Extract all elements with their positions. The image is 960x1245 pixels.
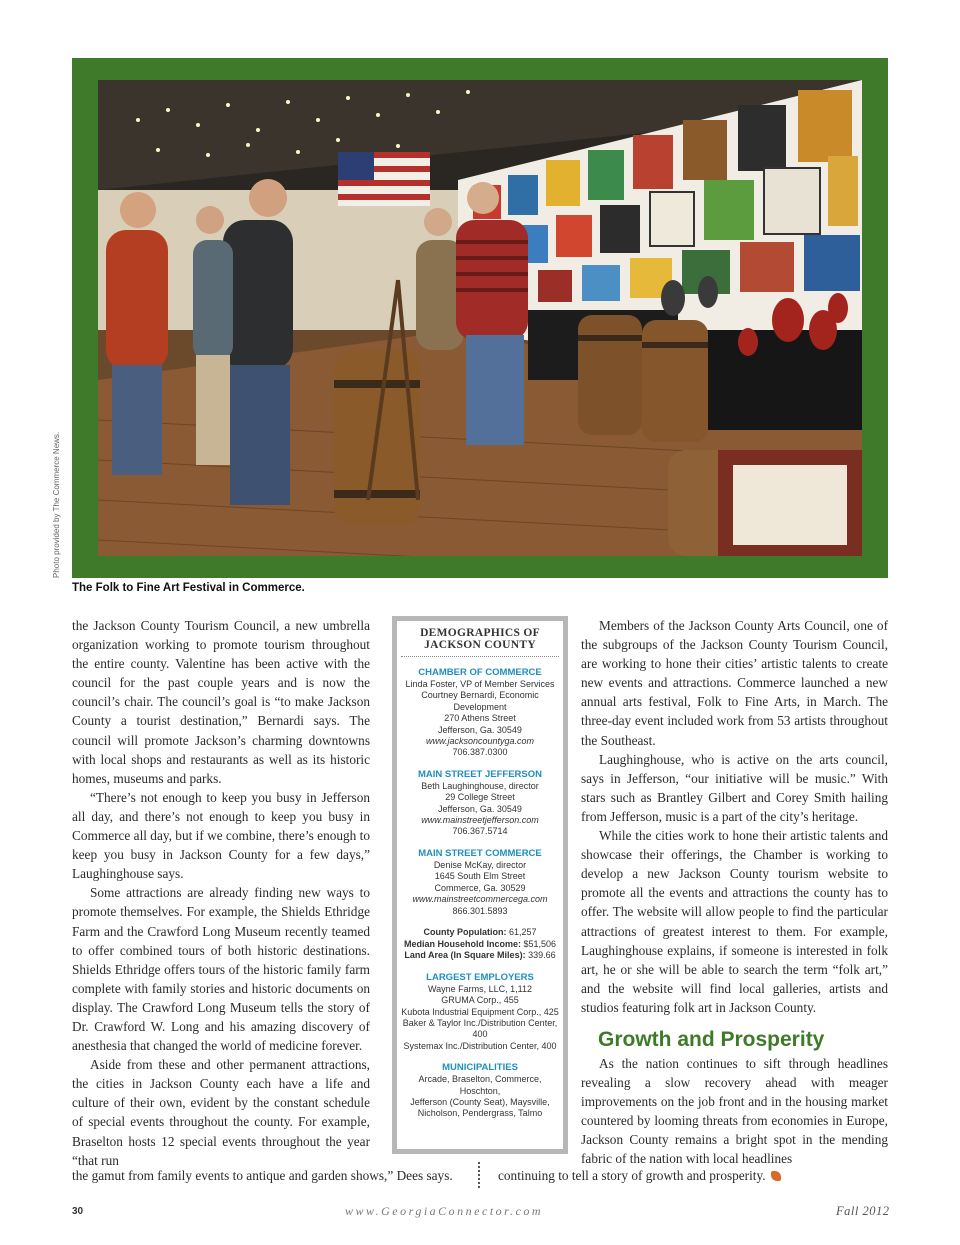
issue-label: Fall 2012 (836, 1204, 890, 1218)
largest-employers-section: LARGEST EMPLOYERS Wayne Farms, LLC, 1,112 GRUMA Corp., 455 Kubota Industrial Equipment Corp., 425 Baker & Taylor Inc./Distribution Center, 400 Systemax Inc./Distribution Center, 400 (401, 971, 559, 1051)
paragraph: While the cities work to hone their artistic talents and showcase their offerings, the Chamber is working to develop a new Jackson County tourism website to promote all the events and attractions the county has to offer. The website will allow people to find the particular attractions of greatest interest to them. For example, Laughinghouse explains, if someone is interested in folk art, he or she will be able to search the term “folk art,” and the website will find local galleries, artists and studios featuring folk art in Jackson County. (581, 828, 888, 1015)
left-column (72, 616, 370, 1170)
section-heading: CHAMBER OF COMMERCE (418, 667, 542, 678)
website-link[interactable]: www.mainstreetjefferson.com (421, 815, 539, 826)
page-number: 30 (72, 1206, 84, 1217)
growth-column (581, 1054, 888, 1169)
column-divider (478, 1162, 482, 1188)
photo-caption: The Folk to Fine Art Festival in Commerce. (72, 582, 305, 594)
municipalities-section: MUNICIPALITIES Arcade, Braselton, Commerce, Hoschton, Jefferson (County Seat), Maysville, Nicholson, Pendergrass, Talmo (401, 1062, 559, 1120)
section-heading: MAIN STREET COMMERCE (418, 847, 542, 859)
county-stats-section (401, 927, 559, 962)
paragraph: Some attractions are already finding new ways to promote themselves. For example, the Shields Ethridge Farm and the Crawford Long Museum recently teamed to offer combined tours of both historic destinations. Shields Ethridge offers tours of the historic family farm complete with family stories and historic documents on display. The Crawford Long Museum tells the story of Dr. Crawford W. Long and his amazing discovery of anesthesia that changed the world of medicine forever. (72, 885, 370, 1054)
paragraph: Laughinghouse, who is active on the arts council, says in Jefferson, “our initiative will be music.” With stars such as Brantley Gilbert and Corey Smith hailing from Jefferson, music is a part of the city’s heritage. (581, 751, 888, 824)
chamber-of-commerce-section: CHAMBER OF COMMERCE Linda Foster, VP of Member Services Courtney Bernardi, Economic Development 270 Athens Street Jefferson, Ga. 30549 www.jacksoncountyga.com 706.387.0300 (401, 667, 559, 759)
website-link[interactable]: www.mainstreetcommercega.com (412, 894, 548, 905)
income-stat: Median Household Income: $51,506 (403, 938, 557, 949)
demographics-sidebar (392, 616, 568, 1154)
festival-photo (98, 80, 862, 556)
phone-number: 706.387.0300 (452, 747, 508, 758)
population-stat: County Population: 61,257 (423, 926, 537, 937)
footer-url[interactable]: www.GeorgiaConnector.com (345, 1204, 543, 1218)
photo-credit: Photo provided by The Commerce News. (52, 431, 61, 578)
section-heading: MUNICIPALITIES (442, 1062, 518, 1074)
phone-number: 706.367.5714 (452, 826, 508, 837)
section-heading: MAIN STREET JEFFERSON (417, 768, 543, 780)
continuation-line-left: the gamut from family events to antique and garden shows,” Dees says. (72, 1168, 453, 1183)
paragraph: the Jackson County Tourism Council, a new umbrella organization working to promote tourism throughout the entire county. Valentine has been active with the council for the past couple years and is now the council’s chair. The council’s goal is “to make Jackson County a tourist destination,” Bernardi says. The council will promote Jackson’s charming downtowns with local shops and restaurants as well as its historic homes, museums and parks. (72, 618, 370, 786)
paragraph: Aside from these and other permanent attractions, the cities in Jackson County each have a life and culture of their own, evident by the constant schedule of special events throughout the county. For example, Braselton hosts 12 special events throughout the year “that run (72, 1057, 370, 1168)
section-heading-growth: Growth and Prosperity (598, 1028, 825, 1051)
end-mark-icon (771, 1171, 781, 1181)
paragraph: As the nation continues to sift through headlines revealing a slow recovery ahead with meager improvements on the job front and in the housing market countered by looming threats from economies in Europe, Jackson County remains a bright spot in the mending fabric of the nation with local headlines (581, 1056, 888, 1167)
paragraph: “There’s not enough to keep you busy in Jefferson all day, and there’s not enough to keep you busy in Commerce all day, but if we combine, there’s enough to keep you busy in Jackson County for a few days,” Laughinghouse says. (72, 789, 370, 882)
phone-number: 866.301.5893 (452, 905, 508, 916)
sidebar-title: DEMOGRAPHICS OF JACKSON COUNTY (401, 627, 559, 657)
right-column (581, 616, 888, 1017)
section-heading: LARGEST EMPLOYERS (426, 971, 534, 983)
paragraph: Members of the Jackson County Arts Council, one of the subgroups of the Jackson County Tourism Council, are working to hone their cities’ artistic talents to create new events and attractions. Commerce launched a new annual arts festival, Folk to Fine Arts, in March. The three-day event included work from 53 artists throughout the Southeast. (581, 618, 888, 748)
main-street-jefferson-section: MAIN STREET JEFFERSON Beth Laughinghouse, director 29 College Street Jefferson, Ga. 30549 www.mainstreetjefferson.com 706.367.5714 (401, 769, 559, 838)
photo-frame (72, 58, 888, 578)
website-link[interactable]: www.jacksoncountyga.com (425, 736, 535, 747)
continuation-line-right: continuing to tell a story of growth and prosperity. (498, 1168, 781, 1184)
land-area-stat: Land Area (In Square Miles): 339.66 (404, 950, 556, 961)
main-street-commerce-section: MAIN STREET COMMERCE Denise McKay, director 1645 South Elm Street Commerce, Ga. 30529 www.mainstreetcommercega.com 866.301.5893 (401, 848, 559, 917)
